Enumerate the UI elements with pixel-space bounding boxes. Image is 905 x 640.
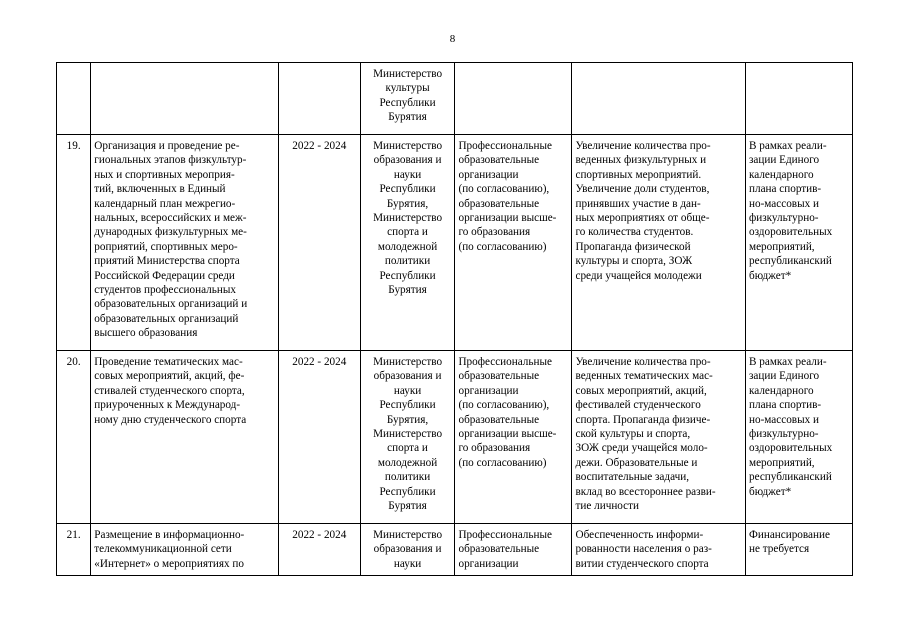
row-number: 21. xyxy=(57,524,91,576)
event-executor: Министерство образования и науки Республики Бурятия, Министерство спорта и молодежной политики Республики Бурятия xyxy=(360,351,455,524)
event-title: Размещение в информационно- телекоммуникационной сети «Интернет» о мероприятиях по xyxy=(91,524,279,576)
table-row xyxy=(57,351,853,524)
event-funding: В рамках реали- зации Единого календарного плана спортив- но-массовых и физкультурно- оздоровительных мероприятий, республиканский бюджет* xyxy=(746,135,853,351)
event-result: Увеличение количества про- веденных физкультурных и спортивных мероприятий. Увеличение доли студентов, принявших участие в дан- ных мероприятиях от обще- го количества студентов. Пропаганда физической культуры и спорта, ЗОЖ среди учащейся молодежи xyxy=(572,135,746,351)
event-partners: Профессиональные образовательные организации (по согласованию), образовательные организации высше- го образования (по согласованию) xyxy=(455,351,572,524)
event-result: Обеспеченность информи- рованности населения о раз- витии студенческого спорта xyxy=(572,524,746,576)
table-row xyxy=(57,63,853,135)
event-partners: Профессиональные образовательные организации (по согласованию), образовательные организации высше- го образования (по согласованию) xyxy=(455,135,572,351)
event-title xyxy=(91,63,279,135)
event-funding: Финансирование не требуется xyxy=(746,524,853,576)
table-row xyxy=(57,524,853,576)
event-executor: Министерство образования и науки xyxy=(360,524,455,576)
event-period: 2022 - 2024 xyxy=(278,524,360,576)
event-period: 2022 - 2024 xyxy=(278,135,360,351)
table-row xyxy=(57,135,853,351)
event-funding: В рамках реали- зации Единого календарного плана спортив- но-массовых и физкультурно- оздоровительных мероприятий, республиканский бюджет* xyxy=(746,351,853,524)
row-number xyxy=(57,63,91,135)
event-result xyxy=(572,63,746,135)
row-number: 20. xyxy=(57,351,91,524)
event-result: Увеличение количества про- веденных тематических мас- совых мероприятий, акций, фестивалей студенческого спорта. Пропаганда физиче- ской культуры и спорта, ЗОЖ среди учащейся моло- дежи. Образовательные и воспитательные задачи, вклад во всестороннее разви- тие личности xyxy=(572,351,746,524)
event-funding xyxy=(746,63,853,135)
row-number: 19. xyxy=(57,135,91,351)
event-partners xyxy=(455,63,572,135)
event-title: Проведение тематических мас- совых мероприятий, акций, фе- стивалей студенческого спорта, приуроченных к Международ- ному дню студенческого спорта xyxy=(91,351,279,524)
event-period xyxy=(278,63,360,135)
event-plan-table xyxy=(56,62,853,576)
page-number: 8 xyxy=(449,33,456,45)
event-partners: Профессиональные образовательные организации xyxy=(455,524,572,576)
event-period: 2022 - 2024 xyxy=(278,351,360,524)
event-executor: Министерство культуры Республики Бурятия xyxy=(360,63,455,135)
event-executor: Министерство образования и науки Республики Бурятия, Министерство спорта и молодежной политики Республики Бурятия xyxy=(360,135,455,351)
event-title: Организация и проведение ре- гиональных этапов физкультур- ных и спортивных мероприя- тий, включенных в Единый календарный план межрегио- нальных, всероссийских и меж- дународных физкультурных ме- роприятий, спортивных меро- приятий Министерства спорта Российской Федерации среди студентов профессиональных образовательных организаций и образовательных организаций высшего образования xyxy=(91,135,279,351)
